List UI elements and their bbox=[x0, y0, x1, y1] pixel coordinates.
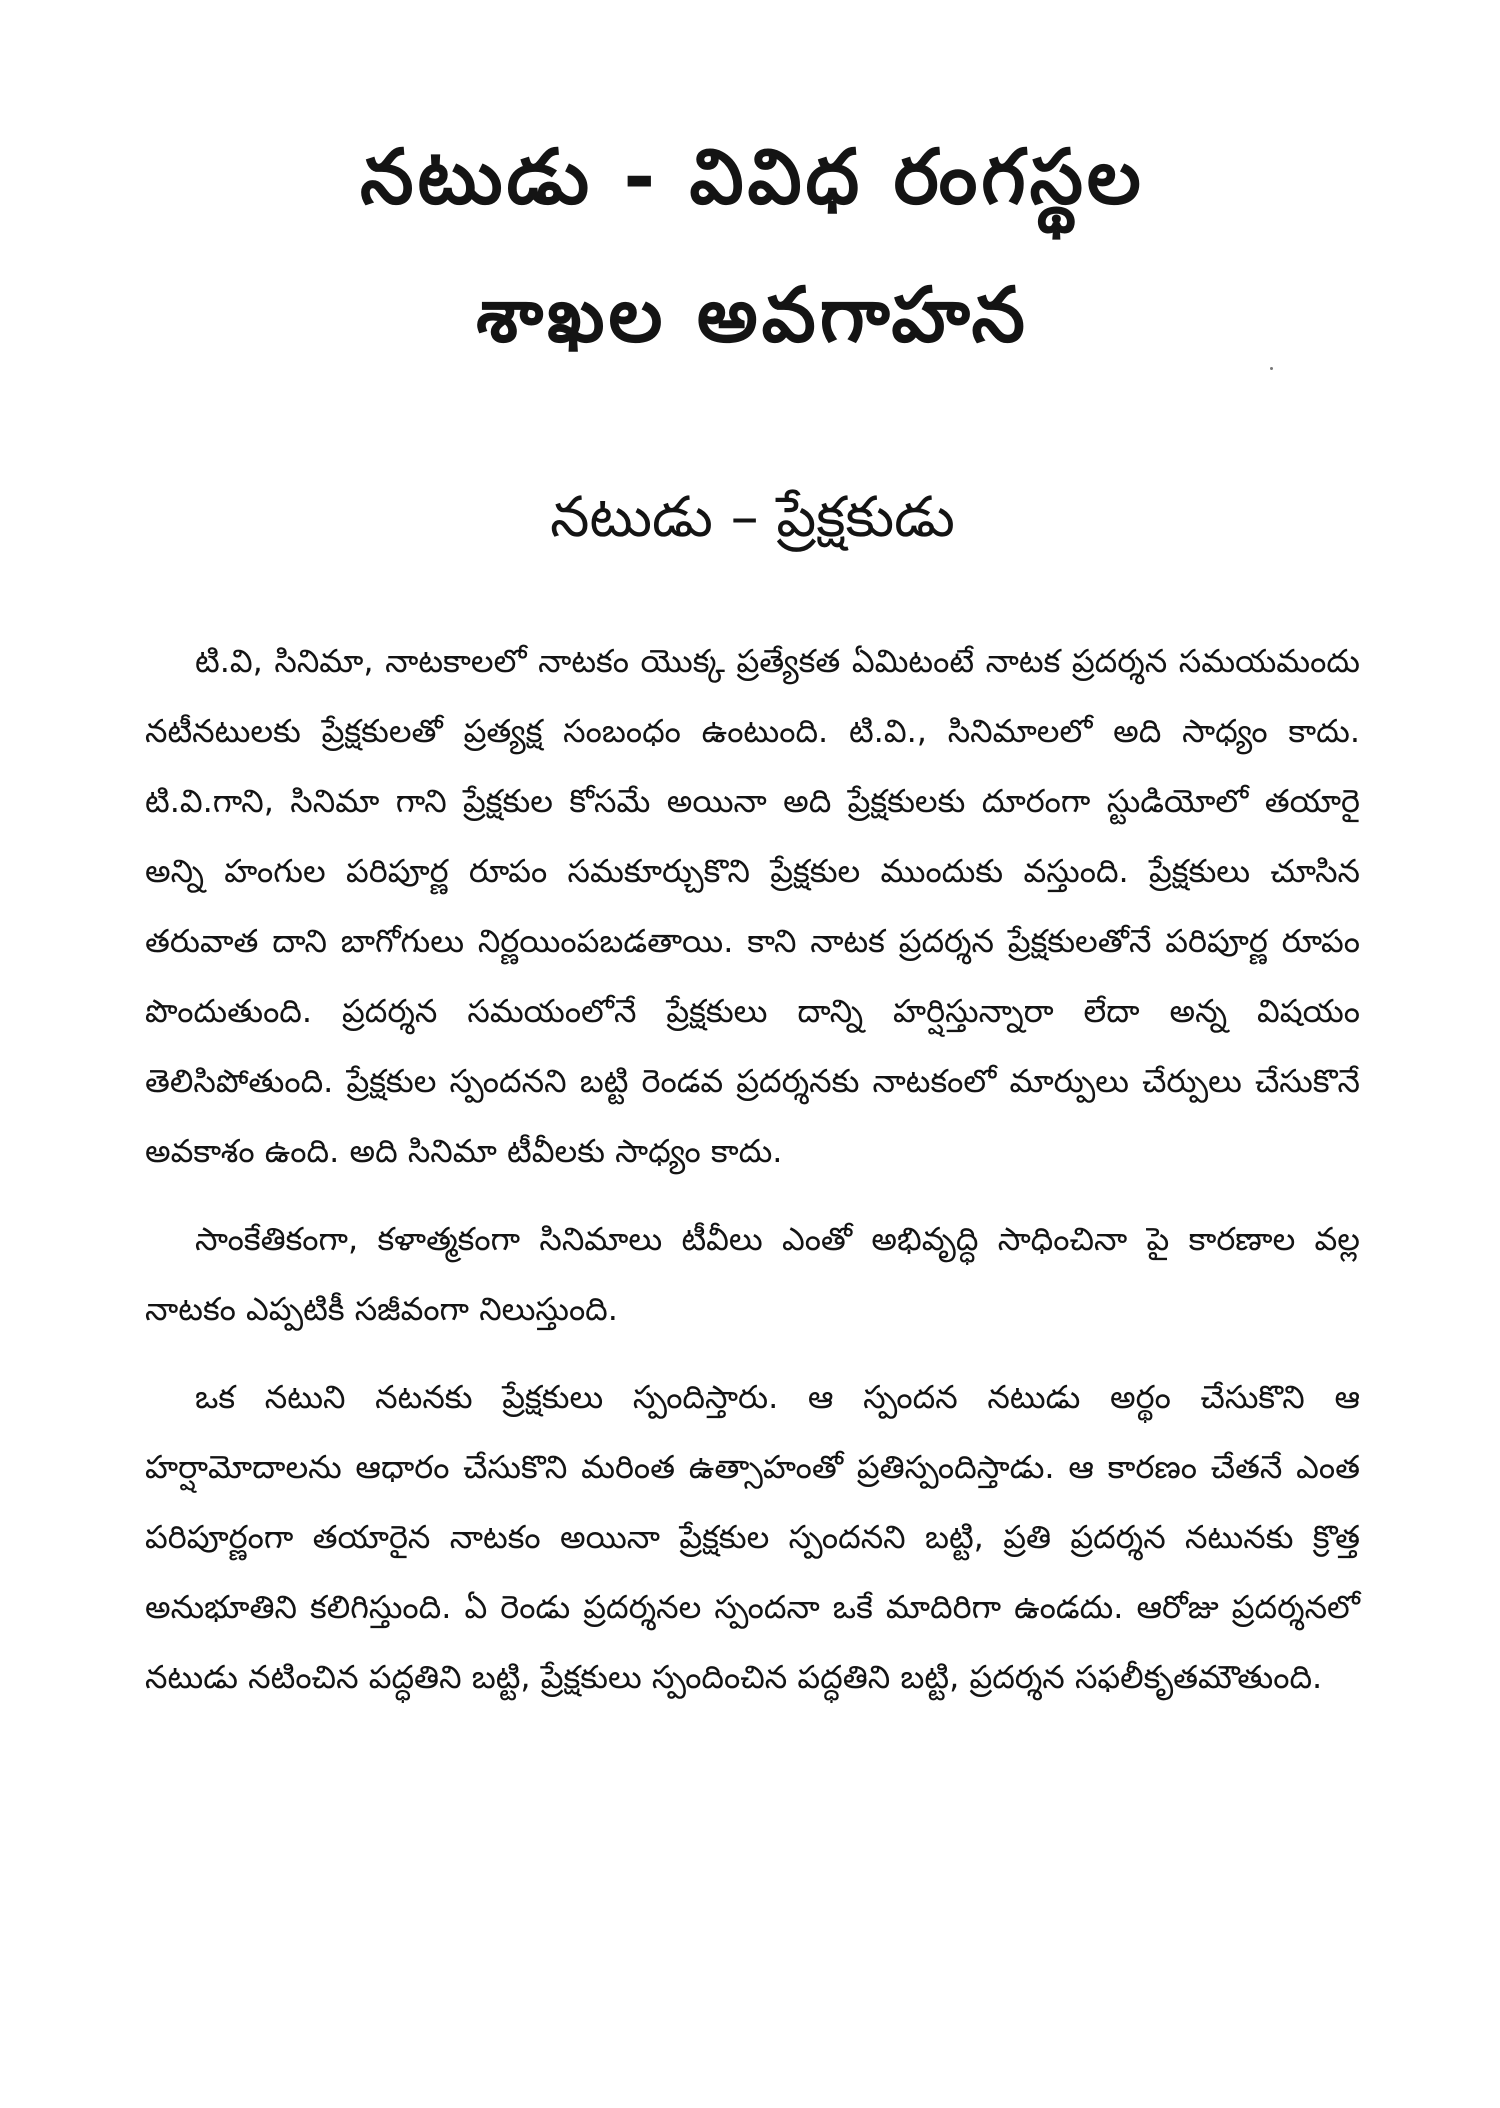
body-text bbox=[145, 626, 1360, 1712]
paragraph-2: సాంకేతికంగా, కళాత్మకంగా సినిమాలు టీవీలు ఎంతో అభివృద్ధి సాధించినా పై కారణాల వల్ల నాటకం ఎప్పటికీ సజీవంగా నిలుస్తుంది. bbox=[145, 1220, 1360, 1328]
paragraph-1: టి.వి, సినిమా, నాటకాలలో నాటకం యొక్క ప్రత్యేకత ఏమిటంటే నాటక ప్రదర్శన సమయమందు నటీనటులకు ప్రేక్షకులతో ప్రత్యక్ష సంబంధం ఉంటుంది. టి.వి., సినిమాలలో అది సాధ్యం కాదు. టి.వి.గాని, సినిమా గాని ప్రేక్షకుల కోసమే అయినా అది ప్రేక్షకులకు దూరంగా స్టుడియోలో తయారై అన్ని హంగుల పరిపూర్ణ రూపం సమకూర్చుకొని ప్రేక్షకుల ముందుకు వస్తుంది. ప్రేక్షకులు చూసిన తరువాత దాని బాగోగులు నిర్ణయింపబడతాయి. కాని నాటక ప్రదర్శన ప్రేక్షకులతోనే పరిపూర్ణ రూపం పొందుతుంది. ప్రదర్శన సమయంలోనే ప్రేక్షకులు దాన్ని హర్షిస్తున్నారా లేదా అన్న విషయం తెలిసిపోతుంది. ప్రేక్షకుల స్పందనని బట్టి రెండవ ప్రదర్శనకు నాటకంలో మార్పులు చేర్పులు చేసుకొనే అవకాశం ఉంది. అది సినిమా టీవీలకు సాధ్యం కాదు. bbox=[145, 642, 1360, 1170]
page-title bbox=[145, 108, 1360, 384]
section-heading: నటుడు – ప్రేక్షకుడు bbox=[550, 485, 955, 550]
scanned-page bbox=[0, 108, 1500, 2108]
paragraph-3: ఒక నటుని నటనకు ప్రేక్షకులు స్పందిస్తారు. ఆ స్పందన నటుడు అర్థం చేసుకొని ఆ హర్షామోదాలను ఆధారం చేసుకొని మరింత ఉత్సాహంతో ప్రతిస్పందిస్తాడు. ఆ కారణం చేతనే ఎంత పరిపూర్ణంగా తయారైన నాటకం అయినా ప్రేక్షకుల స్పందనని బట్టి, ప్రతి ప్రదర్శన నటునకు క్రొత్త అనుభూతిని కలిగిస్తుంది. ఏ రెండు ప్రదర్శనల స్పందనా ఒకే మాదిరిగా ఉండదు. ఆరోజు ప్రదర్శనలో నటుడు నటించిన పద్ధతిని బట్టి, ప్రేక్షకులు స్పందించిన పద్ధతిని బట్టి, ప్రదర్శన సఫలీకృతమౌతుంది. bbox=[145, 1378, 1360, 1696]
title-line-1: నటుడు - వివిధ రంగస్థల bbox=[360, 132, 1145, 221]
title-line-2: శాఖల అవగాహన bbox=[476, 270, 1029, 359]
scan-speck bbox=[1270, 367, 1273, 370]
